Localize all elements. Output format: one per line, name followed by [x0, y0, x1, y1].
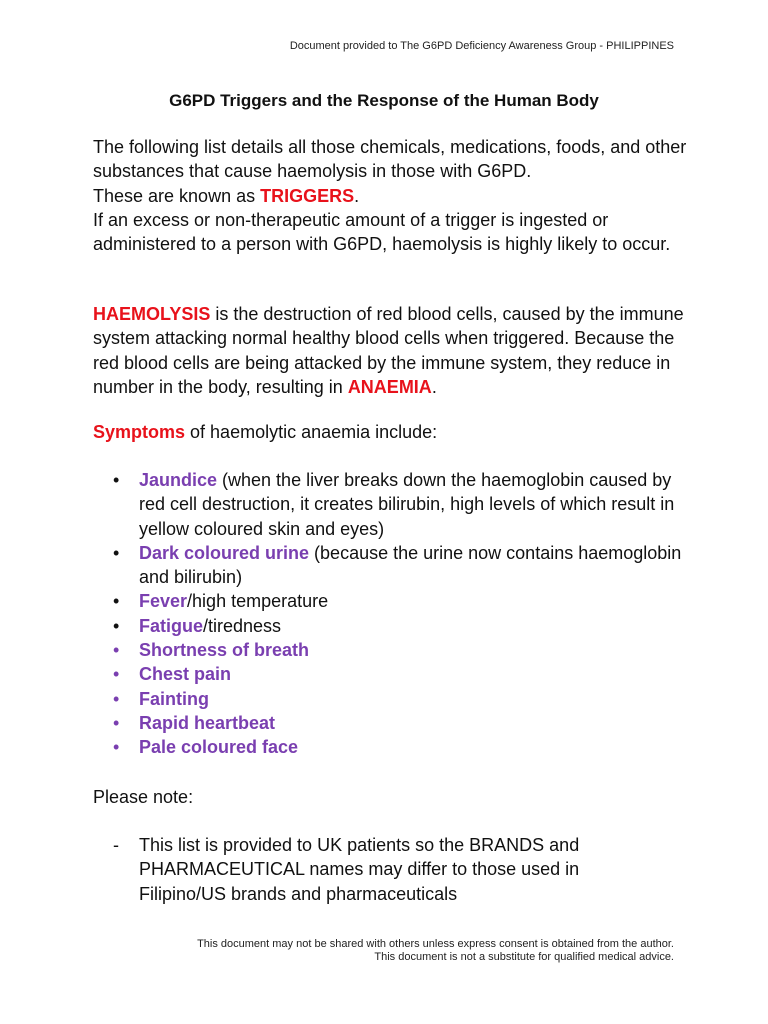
haemolysis-text: is the destruction of red blood cells, caused by the immune system attacking normal healthy blood cells when triggered. Because the red blood cells are being attacked by the immune system, they reduce in number in the body, resulting in [93, 304, 684, 397]
list-item [93, 614, 683, 638]
symptom-detail: /tiredness [203, 615, 282, 636]
bullet-icon: • [113, 542, 120, 563]
note-list [93, 833, 653, 906]
page-title: G6PD Triggers and the Response of the Human Body [169, 91, 599, 110]
list-item [93, 589, 683, 613]
list-item [93, 687, 683, 711]
list-item [93, 711, 683, 735]
symptom-term: Dark coloured urine [139, 542, 310, 563]
bullet-icon: • [113, 737, 120, 758]
footer-disclaimer [197, 938, 674, 964]
please-note-label: Please note: [93, 787, 194, 807]
symptom-detail: (when the liver breaks down the haemoglobin caused by red cell destruction, it creates bilirubin, high levels of which result in yellow coloured skin and eyes) [139, 470, 675, 539]
bullet-icon: • [113, 664, 120, 685]
symptom-term: Fainting [139, 688, 209, 709]
symptom-term: Chest pain [139, 664, 232, 685]
footer-line2: This document is not a substitute for qualified medical advice. [374, 951, 674, 963]
list-item [93, 735, 683, 759]
bullet-icon: • [113, 688, 120, 709]
intro-line1: The following list details all those chemicals, medications, foods, and other substances that cause haemolysis in those with G6PD. [93, 137, 687, 182]
footer-line1: This document may not be shared with others unless express consent is obtained from the author. [197, 938, 674, 950]
haemolysis-term: HAEMOLYSIS [93, 304, 211, 324]
list-item [93, 638, 683, 662]
note-item-text: This list is provided to UK patients so the BRANDS and PHARMACEUTICAL names may differ to those used in Filipino/US brands and pharmaceuticals [139, 835, 580, 904]
symptoms-term: Symptoms [93, 422, 186, 442]
haemolysis-end: . [431, 376, 437, 397]
symptom-term: Shortness of breath [139, 640, 310, 661]
list-item [93, 468, 683, 541]
triggers-term: TRIGGERS [260, 185, 355, 206]
symptom-term: Pale coloured face [139, 737, 299, 758]
symptom-term: Rapid heartbeat [139, 712, 276, 733]
symptom-detail: /high temperature [187, 591, 329, 612]
dash-icon: - [113, 835, 119, 855]
symptom-term: Jaundice [139, 470, 218, 490]
bullet-icon: • [113, 615, 120, 636]
known-as-suffix: . [354, 185, 360, 206]
symptom-term: Fever [139, 591, 188, 612]
symptoms-intro [93, 420, 693, 444]
bullet-icon: • [113, 470, 120, 490]
list-item [93, 541, 683, 590]
list-item [93, 662, 683, 686]
symptom-detail: (because the urine now contains haemoglobin and bilirubin) [139, 542, 682, 588]
bullet-icon: • [113, 640, 120, 661]
bullet-icon: • [113, 591, 120, 612]
anaemia-term: ANAEMIA [347, 376, 432, 397]
haemolysis-paragraph [93, 302, 693, 399]
symptoms-list [93, 468, 683, 760]
list-item [93, 833, 653, 906]
intro-paragraph [93, 135, 693, 256]
header-provided-note: Document provided to The G6PD Deficiency Awareness Group - PHILIPPINES [289, 40, 674, 52]
bullet-icon: • [113, 712, 120, 733]
symptoms-intro-text: of haemolytic anaemia include: [185, 422, 438, 442]
known-as-prefix: These are known as [93, 185, 261, 206]
excess-text: If an excess or non-therapeutic amount of a trigger is ingested or administered to a person with G6PD, haemolysis is highly likely to occur. [93, 209, 671, 255]
symptom-term: Fatigue [139, 615, 204, 636]
